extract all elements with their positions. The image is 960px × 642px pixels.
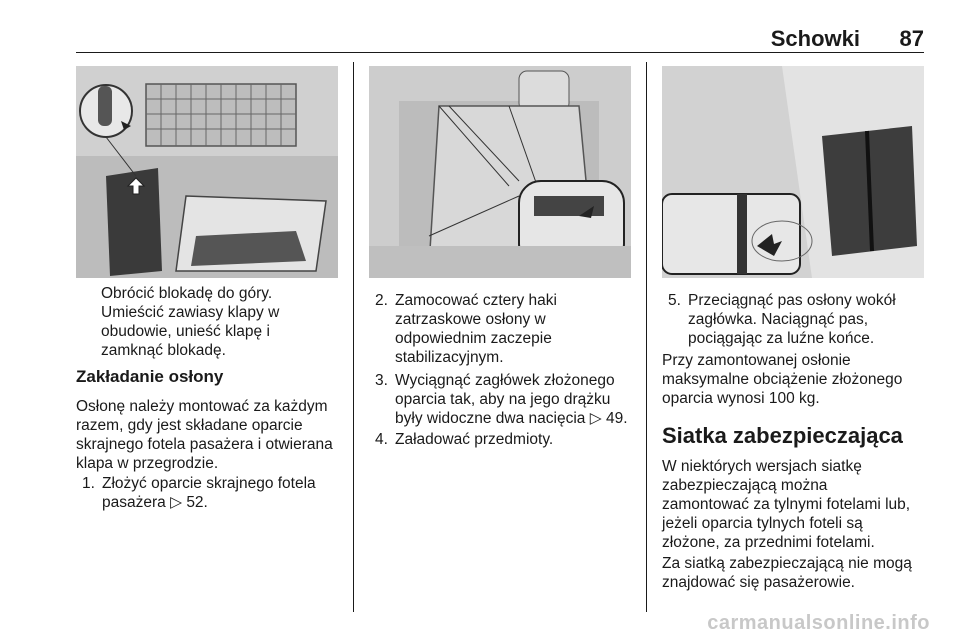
page-reference[interactable]: 49. [605,410,628,427]
paragraph-line: zabezpieczającą można [662,477,828,494]
step-number: 3. [375,372,388,389]
paragraph-line: maksymalne obciążenie złożonego [662,371,903,388]
step-line: Załadować przedmioty. [395,431,554,448]
paragraph-line: zamontować za tylnymi fotelami lub, [662,496,911,513]
step-number: 1. [82,475,95,492]
paragraph-load-limit [662,351,902,408]
paragraph-line: Osłonę należy montować za każdym [76,398,328,415]
watermark: carmanualsonline.info [707,612,930,634]
step-line: stabilizacyjnym. [395,349,504,366]
step-line: Przeciągnąć pas osłony wokół [688,292,896,309]
step-number: 5. [668,292,681,309]
step-line: Wyciągnąć zagłówek złożonego [395,372,615,389]
paragraph-line: jeżeli oparcia tylnych foteli są [662,515,863,532]
paragraph-net [662,457,910,552]
caption-line: obudowie, unieść klapę i [101,323,270,340]
paragraph-line: oparcia wynosi 100 kg. [662,390,820,407]
step-line: oparcia tak, aby na jego drążku [395,391,611,408]
step-number: 4. [375,431,388,448]
paragraph-line: klapa w przegrodzie. [76,455,219,472]
step-line: pasażera [102,494,166,511]
arrow-reference-icon: ▷ [170,494,182,511]
paragraph-line: Przy zamontowanej osłonie [662,352,851,369]
paragraph-cover [76,397,333,473]
column-divider-right [646,62,647,612]
step-line: pociągając za luźne końce. [688,330,875,347]
section-heading-cover: Zakładanie osłony [76,367,224,386]
illustration-rear-seat-hooks [369,66,631,278]
paragraph-line: skrajnego fotela pasażera i otwierana [76,436,333,453]
step-line: zatrzaskowe osłony w [395,311,546,328]
column-divider-left [353,62,354,612]
paragraph-passengers [662,554,912,592]
caption-line: Umieścić zawiasy klapy w [101,304,280,321]
page-title: Schowki [770,26,860,51]
page-reference[interactable]: 52. [186,494,208,511]
caption-line: zamknąć blokadę. [101,342,226,359]
paragraph-line: złożone, za przednimi fotelami. [662,534,875,551]
step-line: zagłówka. Naciągnąć pas, [688,311,869,328]
section-heading-net: Siatka zabezpieczająca [662,423,903,448]
paragraph-line: razem, gdy jest składane oparcie [76,417,303,434]
step-number: 2. [375,292,388,309]
arrow-reference-icon: ▷ [589,410,602,427]
step-line: były widoczne dwa nacięcia [395,410,586,427]
paragraph-line: W niektórych wersjach siatkę [662,458,862,475]
illustration-strap-headrest [662,66,924,278]
step-line: odpowiednim zaczepie [395,330,552,347]
paragraph-line: znajdować się pasażerowie. [662,574,855,591]
paragraph-line: Za siatką zabezpieczającą nie mogą [662,555,912,572]
header-divider [76,52,924,53]
caption-block [101,284,279,360]
step-line: Złożyć oparcie skrajnego fotela [102,475,316,492]
caption-line: Obrócić blokadę do góry. [101,285,273,302]
step-line: Zamocować cztery haki [395,292,557,309]
illustration-cargo-partition [76,66,338,278]
page-number: 87 [899,26,924,51]
